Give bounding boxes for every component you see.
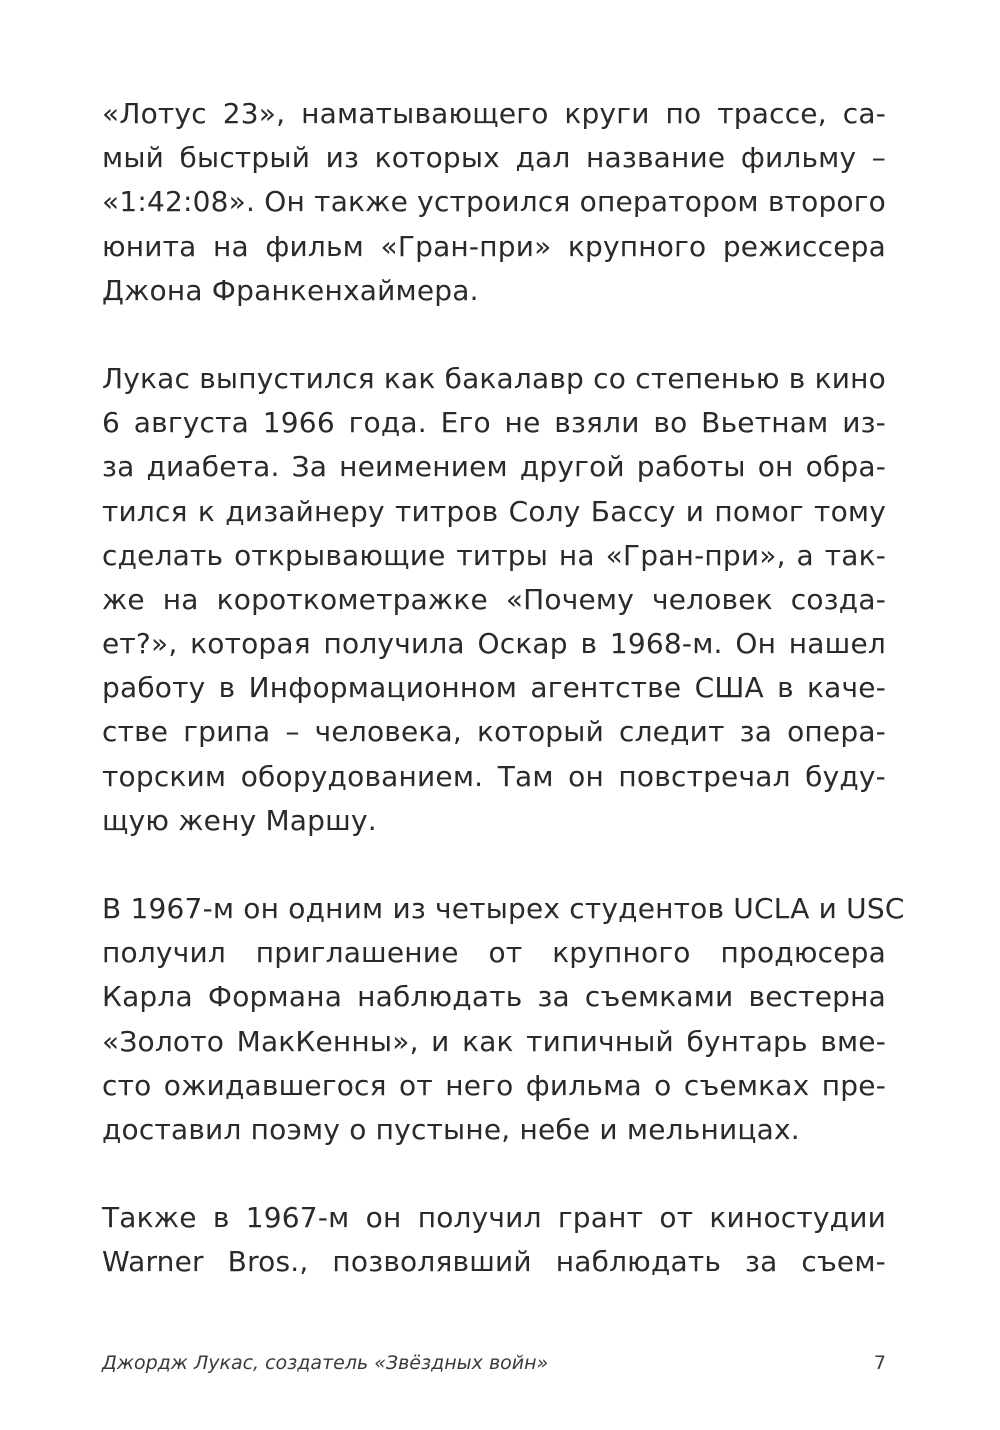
text-line: Лукас выпустился как бакалавр со степенью в кино — [102, 361, 886, 395]
running-title: Джордж Лукас, создатель «Звёздных войн» — [102, 1352, 549, 1374]
text-line: ет?», которая получила Оскар в 1968-м. Он нашел — [102, 627, 886, 661]
paragraph-gap — [102, 1152, 886, 1196]
text-line: щую жену Маршу. — [102, 803, 377, 837]
paragraph — [102, 357, 886, 843]
text-line: работу в Информационном агентстве США в каче- — [102, 671, 886, 705]
body-text — [102, 92, 905, 1285]
text-line: сделать открывающие титры на «Гран-при», а так- — [102, 538, 886, 572]
text-line: юнита на фильм «Гран-при» крупного режиссера — [102, 229, 886, 263]
text-line: Джона Франкенхаймера. — [102, 273, 479, 307]
page-footer — [102, 1352, 886, 1382]
text-line: Карла Формана наблюдать за съемками вестерна — [102, 980, 886, 1014]
paragraph — [102, 1196, 886, 1284]
text-line: доставил поэму о пустыне, небе и мельницах. — [102, 1112, 800, 1146]
paragraph-gap — [102, 313, 886, 357]
text-line: за диабета. За неимением другой работы он обра- — [102, 450, 886, 484]
text-line: 6 августа 1966 года. Его не взяли во Вьетнам из- — [102, 406, 886, 440]
text-line: Warner Bros., позволявший наблюдать за съем- — [102, 1245, 886, 1279]
text-line: «Золото МакКенны», и как типичный бунтарь вме- — [102, 1024, 886, 1058]
text-line: торским оборудованием. Там он повстречал буду- — [102, 759, 886, 793]
text-line: Также в 1967-м он получил грант от киностудии — [102, 1201, 886, 1235]
text-line: стве грипа – человека, который следит за опера- — [102, 715, 886, 749]
text-line: сто ожидавшегося от него фильма о съемках пре- — [102, 1068, 886, 1102]
text-line: мый быстрый из которых дал название фильму – — [102, 141, 886, 175]
text-line: В 1967-м он одним из четырех студентов UCLA и USC — [102, 892, 905, 925]
page-number: 7 — [873, 1352, 886, 1374]
paragraph-gap — [102, 843, 886, 887]
text-line: же на короткометражке «Почему человек созда- — [102, 582, 886, 616]
text-line: получил приглашение от крупного продюсера — [102, 936, 886, 970]
paragraph — [102, 887, 905, 1152]
paragraph — [102, 92, 886, 313]
text-line: тился к дизайнеру титров Солу Бассу и помог тому — [102, 494, 886, 528]
text-line: «1:42:08». Он также устроился оператором второго — [102, 185, 886, 219]
text-line: «Лотус 23», наматывающего круги по трассе, са- — [102, 97, 886, 130]
